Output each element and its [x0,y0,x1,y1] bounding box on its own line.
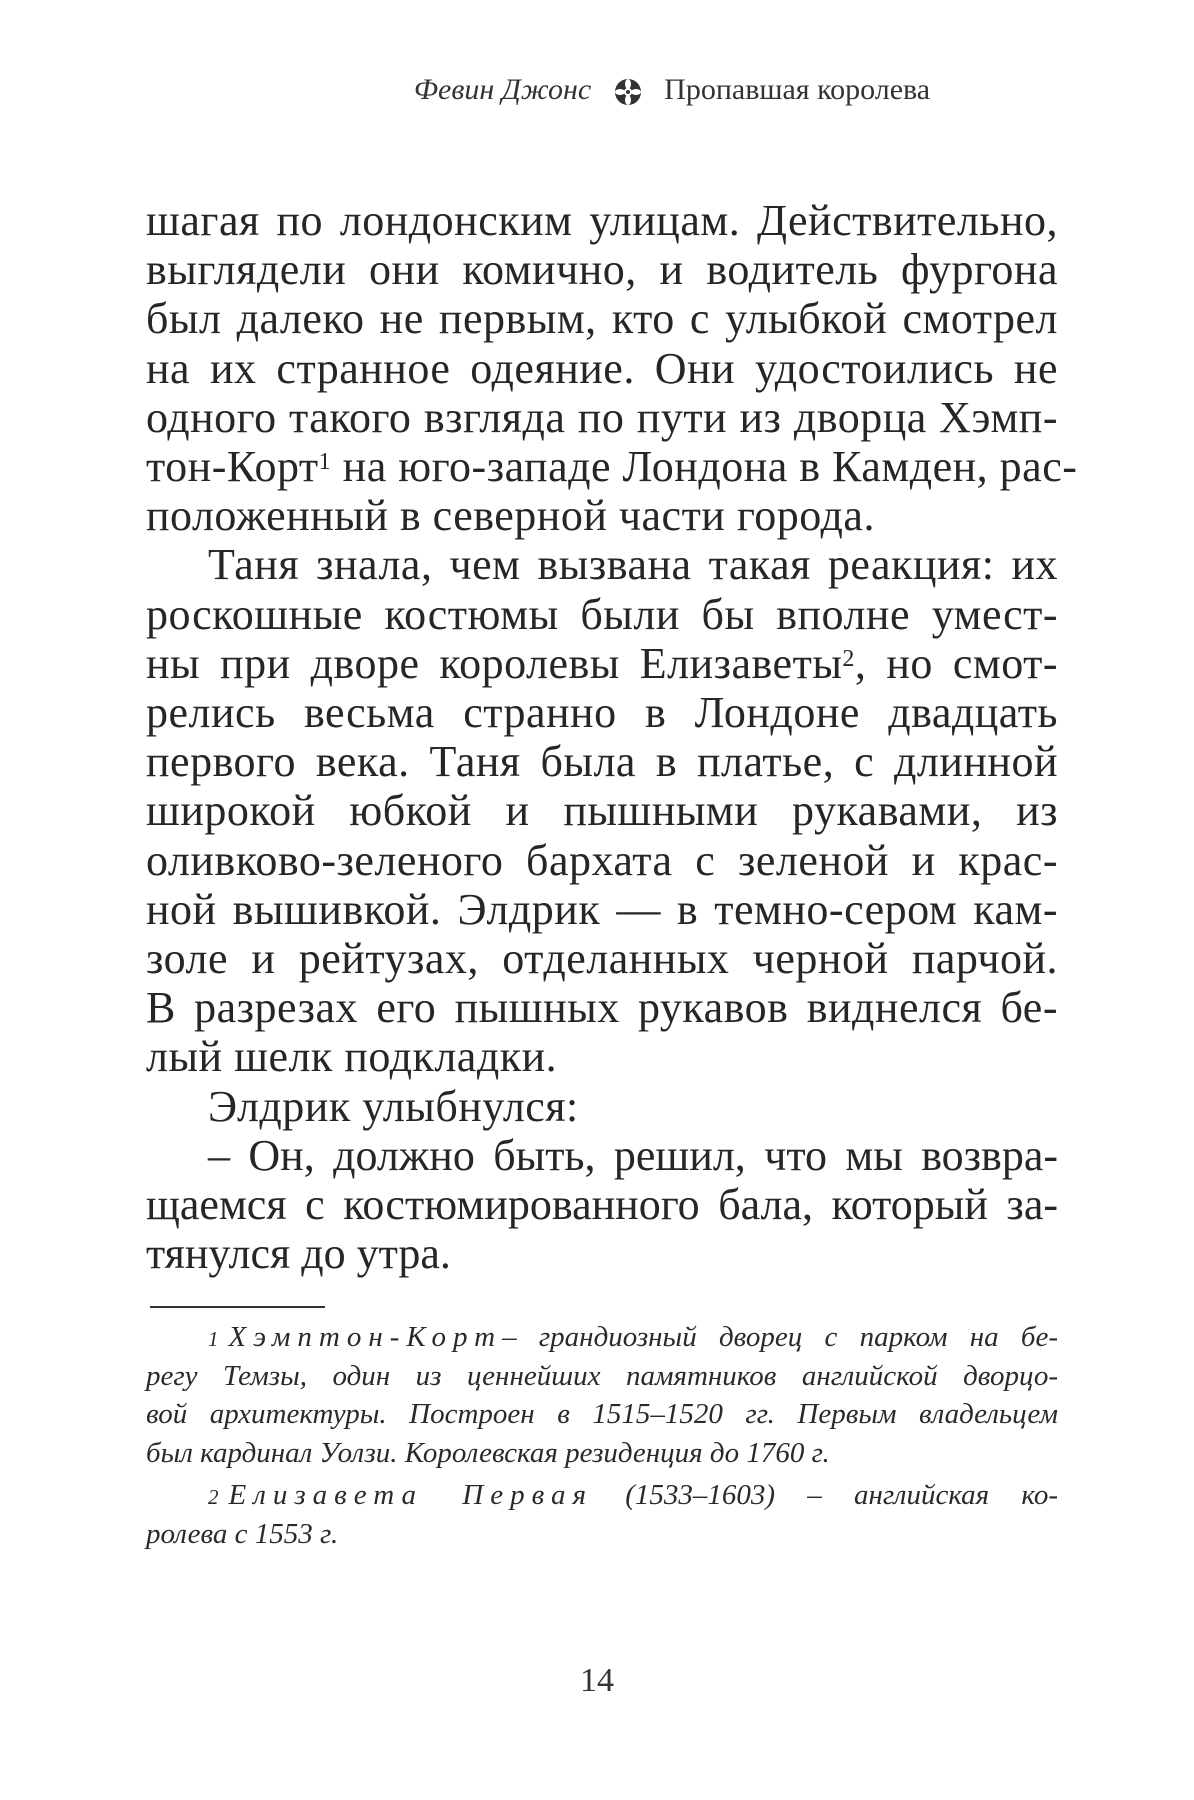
text-line: положенный в северной части города. [146,491,875,541]
text-line: Элдрик улыбнулся: [208,1081,579,1131]
footnote-line [146,1318,1058,1357]
text-line: лый шелк подкладки. [146,1032,558,1082]
text-fragment: на юго-западе Лондона в Камден, рас- [342,442,1078,492]
running-head [0,64,1194,116]
footnote-number: 2 [208,1485,219,1509]
text-line: роскошные костюмы были бы вполне умест- [146,589,1058,639]
text-line: одного такого взгляда по пути из дворца Хэмп- [146,392,1058,442]
text-line: выглядели они комично, и водитель фургона [146,245,1058,295]
text-line: широкой юбкой и пышными рукавами, из [146,786,1058,836]
text-line: шагая по лондонским улицам. Действительно, [146,196,1058,245]
footnote-mark-2[interactable]: 2 [842,645,855,672]
text-line: был далеко не первым, кто с улыбкой смотрел [146,294,1058,344]
footnote-line: был кардинал Уолзи. Королевская резиденция до 1760 г. [146,1436,830,1469]
footnote-1 [146,1318,1058,1472]
paragraph-1 [146,196,1078,541]
text-line: В разрезах его пышных рукавов виднелся бе- [146,983,1058,1033]
footnote-mark-1[interactable]: 1 [318,449,332,476]
text-line: щаемся с костюмированного бала, который за- [146,1180,1058,1230]
page-number: 14 [580,1662,614,1699]
text-line: ной вышивкой. Элдрик — в темно-сером кам- [146,884,1058,934]
text-fragment: – грандиозный дворец с парком на бе- [502,1321,1058,1353]
text-fragment: тон-Корт [146,442,319,492]
text-line: Таня знала, чем вызвана такая реакция: их [208,540,1058,590]
footnotes [146,1318,1058,1557]
paragraph-4 [146,1131,1058,1279]
footnote-term: Хэмптон-Корт [228,1321,503,1353]
text-fragment: (1533–1603) – английская ко- [592,1479,1058,1511]
paragraph-2 [146,540,1058,1081]
text-line: – Он, должно быть, решил, что мы возвра- [208,1130,1058,1180]
floral-ornament-icon [613,77,643,107]
footnote-number: 1 [208,1327,219,1351]
text-fragment: ны при дворе королевы Елизаветы [146,638,843,688]
footnote-line: вой архитектуры. Построен в 1515–1520 гг. Первым владельцем [146,1398,1058,1430]
text-line [146,639,1058,688]
paragraph-3 [146,1082,1058,1131]
footnote-line [146,1476,1058,1515]
text-line: на их странное одеяние. Они удостоились не [146,343,1058,393]
text-fragment: , но смот- [854,638,1058,688]
text-line: золе и рейтузах, отделанных черной парчой. [146,934,1058,984]
footnote-divider [150,1306,325,1308]
body-text [146,196,1078,1279]
footnote-term: Елизавета Первая [228,1479,593,1511]
text-line: релись весьма странно в Лондоне двадцать [146,688,1058,738]
running-head-author: Февин Джонс [413,73,592,106]
text-line [146,442,1078,492]
footnote-line: ролева с 1553 г. [146,1517,339,1550]
footnote-line: регу Темзы, один из ценнейших памятников английской дворцо- [146,1359,1058,1392]
text-line: оливково-зеленого бархата с зеленой и крас- [146,835,1058,885]
text-line: тянулся до утра. [146,1229,451,1279]
text-line: первого века. Таня была в платье, с длинной [146,737,1058,787]
footnote-2 [146,1476,1058,1553]
running-head-title: Пропавшая королева [664,73,931,106]
